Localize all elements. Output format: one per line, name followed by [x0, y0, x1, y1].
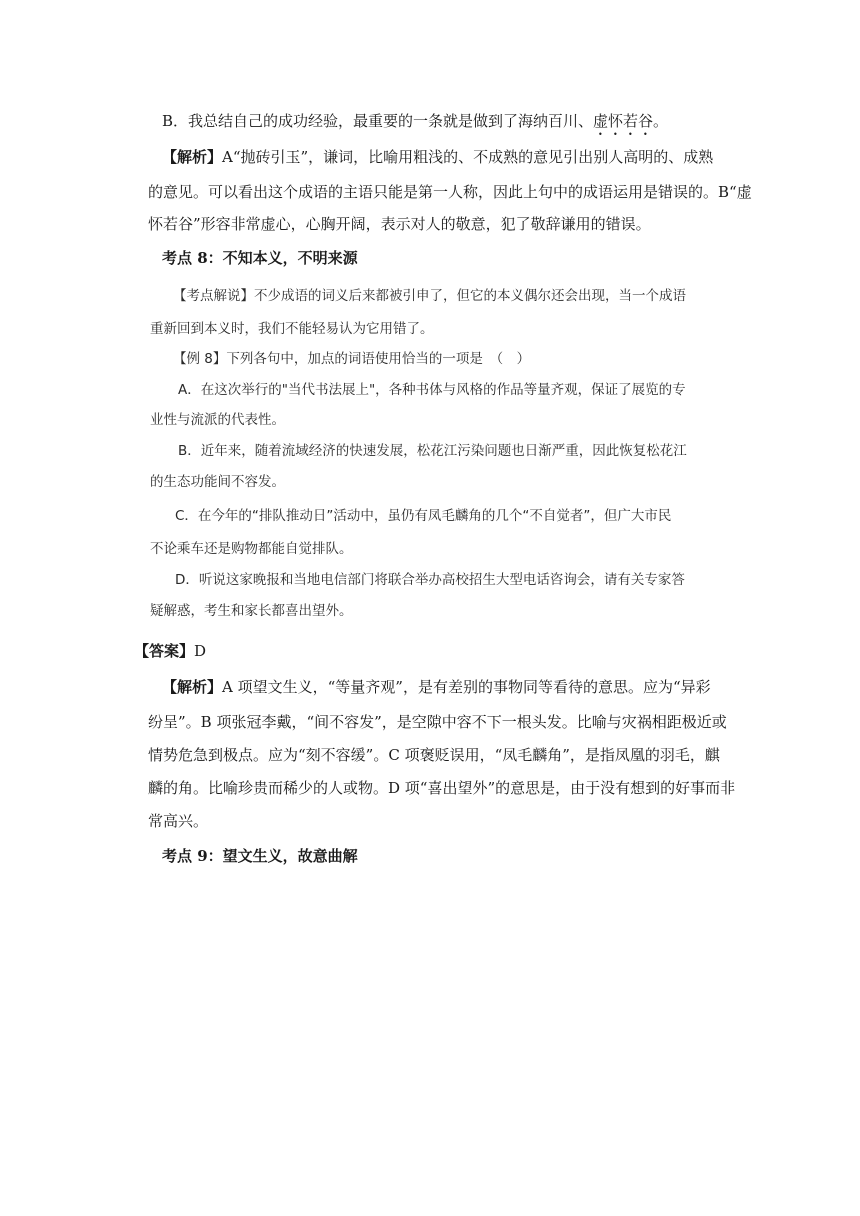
answer-line: [134, 641, 206, 661]
option-c-line-1: C．在今年的“排队推动日”活动中，虽仍有凤毛麟角的几个“不自觉者”，但广大市民: [175, 508, 672, 524]
analysis-1-line-2: 的意见。可以看出这个成语的主语只能是第一人称，因此上句中的成语运用是错误的。B“虚: [148, 183, 752, 201]
analysis-2-text: A 项望文生义，“等量齐观”，是有差别的事物同等看待的意思。应为“异彩: [222, 678, 711, 696]
analysis-1-line-1: [162, 147, 713, 167]
analysis-2-line-5: 常高兴。: [148, 812, 209, 830]
answer-value: D: [194, 642, 207, 660]
analysis-2-line-1: [162, 677, 711, 697]
analysis-2-line-3: 情势危急到极点。应为“刻不容缓”。C 项褒贬误用，“凤毛麟角”，是指凤凰的羽毛，麒: [148, 746, 720, 764]
option-b-tail: 。: [653, 112, 669, 130]
option-c-line-2: 不论乘车还是购物都能自觉排队。: [150, 541, 353, 557]
option-a-line-2: 业性与流派的代表性。: [150, 412, 285, 428]
analysis-2-tag: 【解析】: [162, 678, 223, 696]
section-heading-kaodian-9: 考点 9：望文生义，故意曲解: [162, 847, 358, 865]
analysis-1-line-3: 怀若谷”形容非常虚心，心胸开阔，表示对人的敬意，犯了敬辞谦用的错误。: [148, 215, 651, 233]
option-d-line-1: D．听说这家晚报和当地电信部门将联合举办高校招生大型电话咨询会，请有关专家答: [175, 572, 685, 588]
example-8-prompt: 【例 8】下列各句中，加点的词语使用恰当的一项是 （ ）: [173, 351, 531, 367]
analysis-text: A“抛砖引玉”，谦词，比喻用粗浅的、不成熟的意见引出别人高明的、成熟: [222, 148, 714, 166]
option-b-dotted-idiom: 虚怀若谷: [593, 112, 654, 130]
analysis-tag: 【解析】: [162, 148, 223, 166]
explanation-line-2: 重新回到本义时，我们不能轻易认为它用错了。: [150, 321, 434, 337]
answer-tag: 【答案】: [134, 642, 195, 660]
option-b2-line-1: B．近年来，随着流域经济的快速发展，松花江污染问题也日渐严重，因此恢复松花江: [178, 443, 687, 459]
option-d-line-2: 疑解惑，考生和家长都喜出望外。: [150, 603, 353, 619]
option-b2-line-2: 的生态功能间不容发。: [150, 474, 285, 490]
explanation-line-1: 【考点解说】不少成语的词义后来都被引申了，但它的本义偶尔还会出现，当一个成语: [173, 288, 686, 304]
analysis-2-line-4: 麟的角。比喻珍贵而稀少的人或物。D 项“喜出望外”的意思是，由于没有想到的好事而非: [148, 779, 736, 797]
analysis-2-line-2: 纷呈”。B 项张冠李戴，“间不容发”，是空隙中容不下一根头发。比喻与灾祸相距极近或: [148, 713, 727, 731]
section-heading-kaodian-8: 考点 8：不知本义，不明来源: [162, 249, 358, 267]
option-b-line: [162, 111, 668, 139]
option-a-line-1: A．在这次举行的"当代书法展上"，各种书体与风格的作品等量齐观，保证了展览的专: [178, 382, 686, 398]
option-b-text: B．我总结自己的成功经验，最重要的一条就是做到了海纳百川、: [162, 112, 594, 130]
